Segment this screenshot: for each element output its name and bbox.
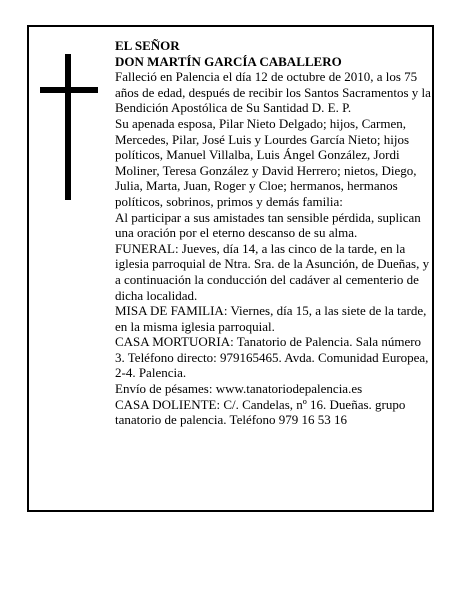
cross-vertical-bar [65, 54, 71, 200]
cross-horizontal-bar [40, 87, 98, 93]
family-mass-info: MISA DE FAMILIA: Viernes, día 15, a las siete de la tarde, en la misma iglesia parroquial. [115, 303, 427, 334]
mourning-home-info: CASA DOLIENTE: C/. Candelas, nº 16. Dueñas. grupo tanatorio de palencia. Teléfono 979 16 53 16 [115, 396, 406, 428]
funeral-info: FUNERAL: Jueves, día 14, a las cinco de la tarde, en la iglesia parroquial de Ntra. Sra. de la Asunción, de Dueñas, y a continuación la conducción del cadáver al cementerio de dicha localidad. [115, 240, 430, 303]
notice-title: EL SEÑOR [115, 38, 180, 53]
obituary-notice [27, 25, 434, 512]
death-announcement: Falleció en Palencia el día 12 de octubre de 2010, a los 75 años de edad, después de recibir los Santos Sacramentos y la Bendición Apostólica de Su Santidad D. E. P. [115, 69, 431, 116]
cross-icon [40, 54, 98, 200]
notice-text [115, 38, 431, 428]
prayer-request: Al participar a sus amistades tan sensible pérdida, suplican una oración por el eterno descanso de su alma. [115, 209, 421, 241]
deceased-name: DON MARTÍN GARCÍA CABALLERO [115, 53, 342, 69]
mortuary-info: CASA MORTUORIA: Tanatorio de Palencia. Sala número 3. Teléfono directo: 979165465. Avda. Comunidad Europea, 2-4. Palencia. [115, 334, 429, 381]
family-list: Su apenada esposa, Pilar Nieto Delgado; hijos, Carmen, Mercedes, Pilar, José Luis y Lourdes García Nieto; hijos políticos, Manuel Villalba, Luis Ángel González, Jordi Moliner, Teresa González y David Herrero; nietos, Diego, Julia, Marta, Juan, Roger y Cloe; hermanos, hermanos políticos, sobrinos, primos y demás familia: [115, 115, 417, 209]
condolences-info: Envío de pésames: www.tanatoriodepalencia.es [115, 381, 363, 397]
